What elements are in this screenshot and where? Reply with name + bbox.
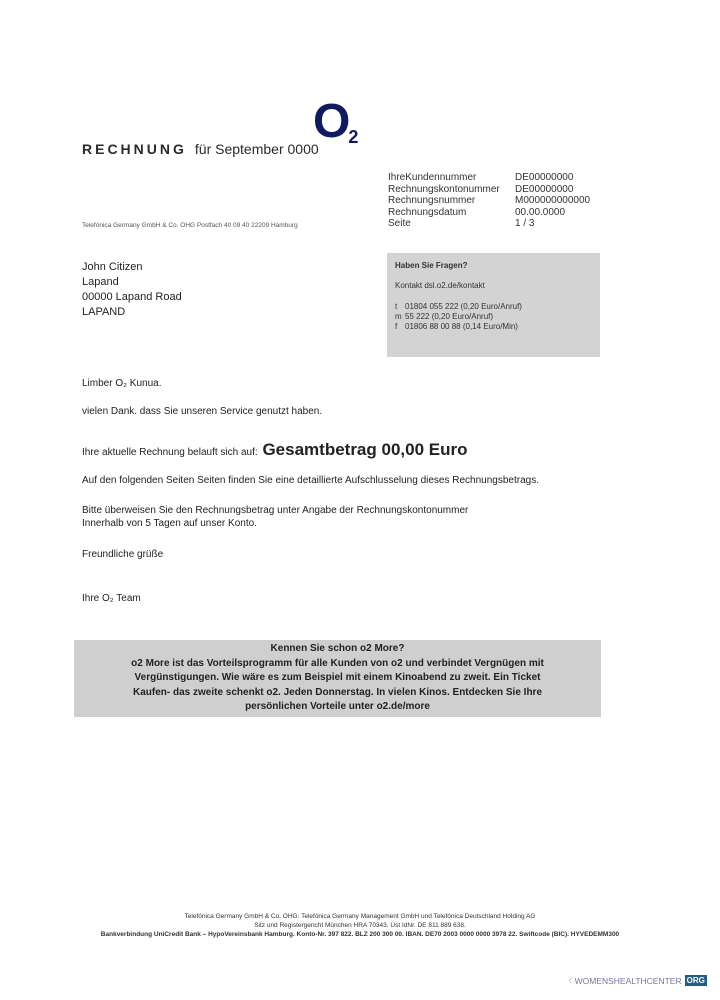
title-period: für September 0000 (194, 141, 319, 157)
meta-label: Seite (388, 218, 411, 229)
watermark-text: WOMENSHEALTHCENTER (574, 975, 682, 986)
footer (60, 912, 660, 939)
meta-value: M000000000000 (515, 195, 591, 206)
promo-line: o2 More ist das Vorteilsprogramm für alle Kunden von o2 und verbindet Vergnügen mit (131, 657, 544, 669)
total-amount: Gesamtbetrag 00,00 Euro (262, 440, 468, 459)
regards: Freundliche grüße (82, 549, 164, 560)
payment-instructions (82, 504, 468, 530)
meta-value: 1 / 3 (515, 218, 535, 229)
contact-box (387, 253, 600, 357)
mobile-prefix: m (395, 312, 402, 321)
mobile-number: 55 222 (0,20 Euro/Anruf) (405, 312, 494, 321)
watermark-badge: ORG (686, 976, 705, 985)
watermark-dots-icon: ·:˙ (568, 976, 573, 985)
fax-number: 01806 88 00 88 (0,14 Euro/Min) (405, 322, 518, 331)
meta-row (388, 195, 590, 207)
recipient-line2: Lapand (82, 276, 119, 288)
footer-bank: Bankverbindung UniCredit Bank – HypoVereinsbank Hamburg. Konto-Nr. 397 822. BLZ 200 300 00. IBAN. DE70 2003 0000 0000 3978 22. Swiftcode (BIC). HYVEDEMM300 (100, 931, 620, 938)
promo-heading: Kennen Sie schon o2 More? (270, 643, 405, 654)
phone-number: 01804 055 222 (0,20 Euro/Anruf) (405, 302, 522, 311)
sender-line: Telefónica Germany GmbH & Co. OHG Postfach 40 09 40 22209 Hamburg (82, 222, 298, 229)
invoice-title (82, 141, 319, 157)
phone-prefix: t (395, 302, 398, 311)
promo-box (74, 640, 601, 717)
promo-line: persönlichen Vorteile unter o2.de/more (245, 701, 430, 712)
meta-label: Rechnungsdatum (388, 206, 467, 218)
promo-line: Kaufen- das zweite schenkt o2. Jeden Donnerstag. In vielen Kinos. Entdecken Sie Ihre (133, 686, 542, 698)
title-word: RECHNUNG (82, 141, 187, 157)
greeting: Limber O₂ Kunua. (82, 378, 162, 389)
amount-intro: Ihre aktuelle Rechnung belauft sich auf: (82, 447, 258, 458)
contact-phone (395, 302, 522, 312)
promo-line: Vergünstigungen. Wie wäre es zum Beispiel mit einem Kinoabend zu zweit. Ein Ticket (134, 672, 541, 683)
meta-label: Rechnungskontonummer (388, 183, 500, 195)
contact-heading: Haben Sie Fragen? (395, 261, 468, 270)
fax-prefix: f (395, 322, 398, 331)
recipient-name: John Citizen (82, 261, 143, 273)
meta-label: Rechnungsnummer (388, 195, 476, 206)
logo-subscript: 2 (348, 127, 359, 147)
payment-line-1: Bitte überweisen Sie den Rechnungsbetrag unter Angabe der Rechnungskontonummer (82, 505, 469, 516)
meta-row (388, 172, 590, 184)
payment-line-2: Innerhalb von 5 Tagen auf unser Konto. (82, 518, 257, 529)
contact-lines (395, 302, 522, 332)
recipient-city: LAPAND (82, 306, 126, 318)
contact-fax (395, 322, 522, 332)
recipient-street: 00000 Lapand Road (82, 291, 182, 303)
recipient-address (82, 260, 182, 320)
contact-mobile (395, 312, 522, 322)
logo-letter: O (313, 95, 351, 148)
invoice-meta (388, 172, 590, 230)
meta-value: DE00000000 (515, 172, 574, 183)
meta-value: 00.00.0000 (515, 206, 566, 218)
meta-row (388, 218, 590, 230)
meta-value: DE00000000 (515, 183, 574, 195)
amount-line (82, 440, 467, 460)
meta-label: IhreKundennummer (388, 172, 477, 183)
contact-link[interactable]: Kontakt dsl.o2.de/kontakt (395, 281, 485, 290)
detail-line: Auf den folgenden Seiten Seiten finden Sie eine detaillierte Aufschlusselung dieses Rechnungsbetrags. (82, 475, 539, 486)
o2-logo (313, 95, 359, 148)
signature: Ihre O₂ Team (82, 593, 141, 604)
watermark (568, 975, 707, 986)
thanks-line: vielen Dank. dass Sie unseren Service genutzt haben. (82, 406, 323, 417)
footer-registry: Sitz und Registergericht München HRA 70343. Ust IdNr. DE 811 889 638. (254, 922, 466, 929)
meta-row (388, 184, 590, 196)
meta-row (388, 207, 590, 219)
footer-company: Telefónica Germany GmbH & Co. OHG: Telefónica Germany Management GmbH und Telefónica Deutschland Holding AG (184, 913, 536, 920)
